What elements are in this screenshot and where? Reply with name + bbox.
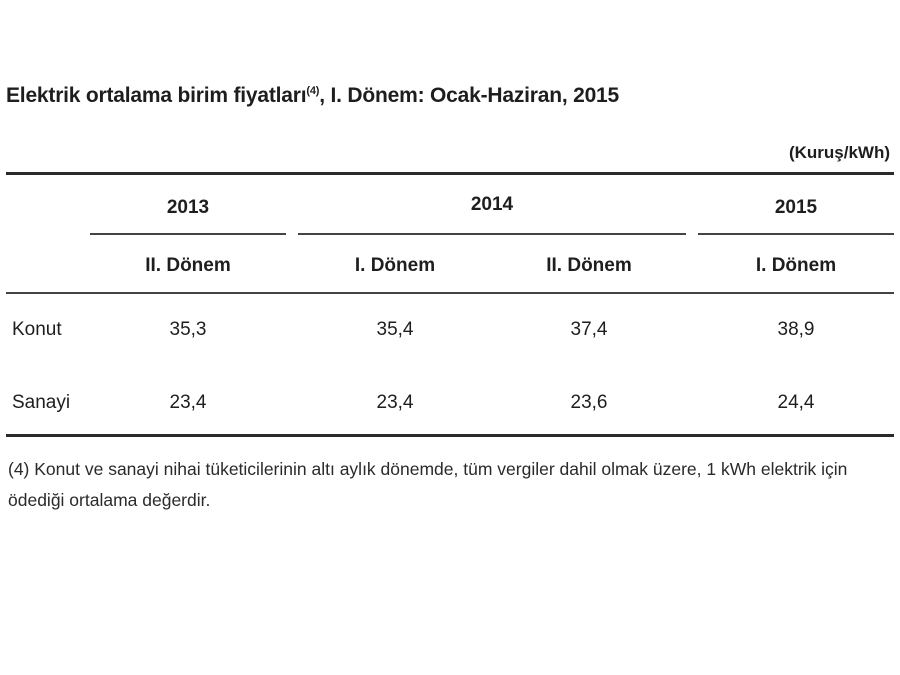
header-bottom-rule (6, 292, 894, 294)
table-title-suffix: , I. Dönem: Ocak-Haziran, 2015 (319, 84, 620, 107)
table-title (6, 84, 619, 108)
year-header-2015: 2015 (774, 197, 818, 218)
year-2015-underline (698, 233, 894, 235)
cell-sanayi-2014-ii: 23,6 (570, 392, 608, 413)
year-header-2014: 2014 (470, 194, 514, 215)
period-header-2013-ii: II. Dönem (145, 255, 231, 276)
footnote: (4) Konut ve sanayi nihai tüketicilerinin altı aylık dönemde, tüm vergiler dahil olmak üzere, 1 kWh elektrik için ödediği ortalama değerdir. (8, 459, 848, 510)
cell-konut-2015-i: 38,9 (777, 319, 815, 340)
period-header-2014-ii: II. Dönem (546, 255, 632, 276)
cell-sanayi-2015-i: 24,4 (777, 392, 815, 413)
row-label-sanayi: Sanayi (12, 392, 71, 413)
table-bottom-rule (6, 434, 894, 437)
row-label-konut: Konut (12, 319, 62, 340)
table-title-text: Elektrik ortalama birim fiyatları (6, 84, 307, 107)
period-header-2015-i: I. Dönem (755, 255, 837, 276)
cell-sanayi-2014-i: 23,4 (376, 392, 414, 413)
period-header-2014-i: I. Dönem (354, 255, 436, 276)
year-2013-underline (90, 233, 286, 235)
unit-label: (Kuruş/kWh) (788, 143, 890, 162)
cell-sanayi-2013-ii: 23,4 (169, 392, 207, 413)
footnote-reference: (4) (306, 85, 320, 97)
cell-konut-2014-ii: 37,4 (570, 319, 608, 340)
cell-konut-2013-ii: 35,3 (169, 319, 207, 340)
year-2014-underline (298, 233, 686, 235)
table-top-rule (6, 172, 894, 175)
cell-konut-2014-i: 35,4 (376, 319, 414, 340)
year-header-2013: 2013 (166, 197, 210, 218)
